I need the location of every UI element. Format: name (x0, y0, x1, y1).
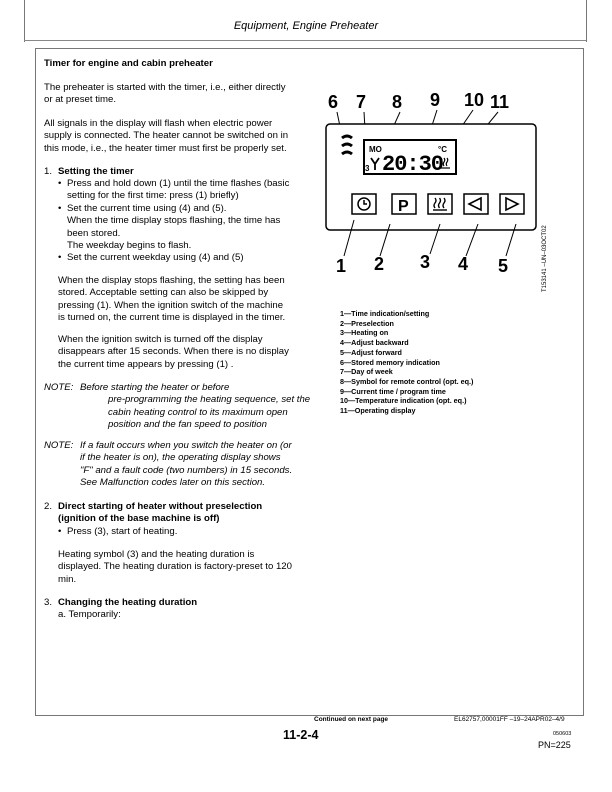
figure-code: T153141 –UN–03OCT02 (542, 225, 548, 292)
diagram-number-10: 10 (464, 90, 485, 110)
legend-item: 7—Day of week (340, 367, 393, 377)
step2-title: Direct starting of heater without preselection (ignition of the base machine is off) (58, 501, 263, 525)
diagram-number-6: 6 (328, 92, 339, 112)
step1-bullet-3: • (58, 252, 62, 263)
legend-item: 10—Temperature indication (opt. eq.) (340, 396, 467, 406)
legend-item: 6—Stored memory indication (340, 357, 440, 367)
step1-bullet-3-text: Set the current weekday using (4) and (5) (67, 252, 244, 263)
diagram-number-2: 2 (374, 254, 385, 274)
note-2-text: If a fault occurs when you switch the heater on (or if the heater is on), the operating display shows "F" and a fault code (two numbers) in 15 seconds. See Malfunction codes later on this section. (80, 440, 293, 489)
preselect-p-label: P (398, 198, 409, 215)
step2-paragraph: Heating symbol (3) and the heating duration is displayed. The heating duration is factory-preset to 120 min. (58, 549, 292, 585)
diagram-number-9: 9 (430, 90, 441, 110)
legend-item: 4—Adjust backward (340, 338, 409, 348)
step3-title: Changing the heating duration (58, 597, 198, 608)
intro-paragraph: The preheater is started with the timer, i.e., either directly or at preset time. (44, 82, 286, 106)
note-1-text: Before starting the heater or before pre-programming the heating sequence, set the cabin heating control to its maximum open position and the fan speed to position (80, 382, 311, 431)
legend-item: 9—Current time / program time (340, 386, 446, 396)
lcd-time: 20:30 (382, 152, 444, 177)
note-1-label: NOTE: (44, 382, 74, 393)
step1-number: 1. (44, 166, 53, 177)
page-header-title: Equipment, Engine Preheater (233, 20, 379, 32)
diagram-legend (340, 309, 473, 416)
legend-item: 2—Preselection (340, 318, 394, 328)
lcd-small-number: 3 (365, 164, 370, 173)
step2-number: 2. (44, 501, 53, 512)
step1-bullet-1: • (58, 178, 62, 189)
heating-button (428, 194, 452, 214)
diagram-number-4: 4 (458, 254, 469, 274)
legend-item: 3—Heating on (340, 328, 389, 338)
step1-bullet-2: • (58, 203, 62, 214)
step1-bullet-1-text: Press and hold down (1) until the time flashes (basic setting for the first time: press (1) briefly) (67, 178, 290, 202)
step1-title: Setting the timer (58, 166, 134, 177)
step1-paragraph-1: When the display stops flashing, the setting has been stored. Acceptable setting can also be skipped by pressing (1). When the ignition switch of the machine is turned on, the current time is displayed in the timer. (58, 275, 286, 324)
pn-number: PN=225 (538, 740, 571, 750)
forward-button (500, 194, 524, 214)
page-number: 11-2-4 (283, 728, 319, 742)
lcd-day: MO (369, 145, 382, 154)
diagram-number-7: 7 (356, 92, 367, 112)
legend-item: 11—Operating display (340, 406, 416, 416)
step2-bullet-1: • (58, 526, 62, 537)
step3-number: 3. (44, 597, 53, 608)
signals-paragraph: All signals in the display will flash when electric power supply is connected. The heater cannot be switched on in this mode, i.e., the heater timer must first be properly set. (44, 118, 289, 154)
header-rule (24, 40, 586, 41)
step3-sub: a. Temporarily: (58, 609, 121, 620)
continued-note: Continued on next page (314, 716, 389, 723)
diagram-number-3: 3 (420, 252, 431, 272)
step2-bullet-1-text: Press (3), start of heating. (67, 526, 178, 537)
diagram-number-1: 1 (336, 256, 347, 276)
legend-item: 8—Symbol for remote control (opt. eq.) (340, 376, 474, 386)
legend-item: 1—Time indication/setting (340, 309, 430, 318)
section-heading: Timer for engine and cabin preheater (44, 58, 213, 69)
step1-bullet-2-text: Set the current time using (4) and (5). When the time display stops flashing, the time has been stored. The weekday begins to flash. (67, 203, 281, 252)
lcd-celsius: °C (438, 145, 447, 154)
legend-item: 5—Adjust forward (340, 347, 402, 357)
note-2-label: NOTE: (44, 440, 74, 451)
diagram-number-8: 8 (392, 92, 403, 112)
small-code: 050603 (553, 731, 572, 737)
diagram-number-5: 5 (498, 256, 509, 276)
step1-paragraph-2: When the ignition switch is turned off the display disappears after 15 seconds. When there is no display the current time appears by pressing (1) . (58, 334, 289, 370)
timer-diagram (320, 88, 542, 278)
diagram-number-11: 11 (490, 92, 510, 112)
doc-code: EL62757,00001FF –19–24APR02–4/9 (454, 716, 565, 723)
